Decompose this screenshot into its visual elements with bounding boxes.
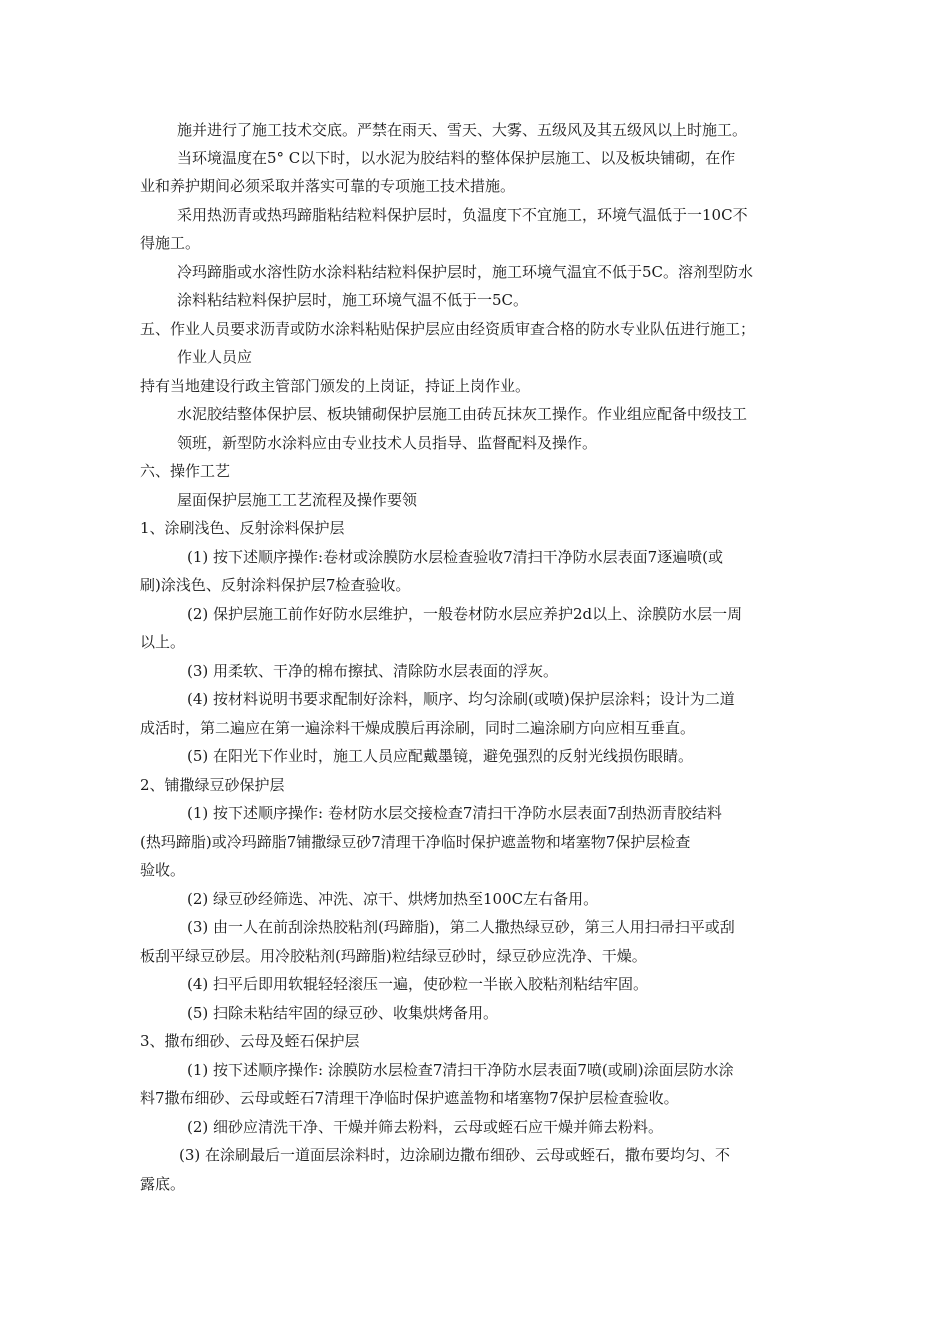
text-line: (1) 按下述顺序操作:卷材或涂膜防水层检查验收7清扫干净防水层表面7逐遍喷(或	[187, 548, 724, 566]
text-line: 施并进行了施工技术交底。严禁在雨天、雪天、大雾、五级风及其五级风以上时施工。	[177, 121, 748, 139]
text-line: (5) 扫除未粘结牢固的绿豆砂、收集烘烤备用。	[187, 1004, 499, 1022]
text-line: 持有当地建设行政主管部门颁发的上岗证，持证上岗作业。	[140, 377, 531, 395]
text-line: 水泥胶结整体保护层、板块铺砌保护层施工由砖瓦抹灰工操作。作业组应配备中级技工	[177, 405, 748, 423]
text-line: 作业人员应	[177, 348, 253, 366]
text-line: (1) 按下述顺序操作: 卷材防水层交接检查7清扫干净防水层表面7刮热沥青胶结料	[187, 804, 722, 822]
text-line: (3) 由一人在前刮涂热胶粘剂(玛蹄脂)，第二人撒热绿豆砂，第三人用扫帚扫平或刮	[187, 918, 735, 936]
subsection-heading: 2、铺撒绿豆砂保护层	[140, 776, 285, 794]
text-line: 成活时，第二遍应在第一遍涂料干燥成膜后再涂刷，同时二遍涂刷方向应相互垂直。	[140, 719, 696, 737]
section-heading: 六、操作工艺	[140, 462, 231, 480]
text-line: (2) 保护层施工前作好防水层维护，一般卷材防水层应养护2d以上、涂膜防水层一周	[187, 605, 743, 623]
text-line: 冷玛蹄脂或水溶性防水涂料粘结粒料保护层时，施工环境气温宜不低于5C。溶剂型防水	[177, 263, 754, 281]
text-line: 屋面保护层施工工艺流程及操作要领	[177, 491, 418, 509]
subsection-heading: 1、涂刷浅色、反射涂料保护层	[140, 519, 345, 537]
text-line: 板刮平绿豆砂层。用冷胶粘剂(玛蹄脂)粒结绿豆砂时，绿豆砂应洗净、干燥。	[140, 947, 647, 965]
text-line: 料7撒布细砂、云母或蛭石7清理干净临时保护遮盖物和堵塞物7保护层检查验收。	[140, 1089, 679, 1107]
section-heading: 五、作业人员要求沥青或防水涂料粘贴保护层应由经资质审查合格的防水专业队伍进行施工；	[140, 320, 756, 338]
text-line: 当环境温度在5° C以下时，以水泥为胶结料的整体保护层施工、以及板块铺砌，在作	[177, 149, 736, 167]
text-line: 验收。	[140, 861, 186, 879]
text-line: (5) 在阳光下作业时，施工人员应配戴墨镜，避免强烈的反射光线损伤眼睛。	[187, 747, 694, 765]
text-line: 露底。	[140, 1175, 186, 1193]
text-line: 涂料粘结粒料保护层时，施工环境气温不低于一5C。	[177, 291, 529, 309]
text-line: 得施工。	[140, 234, 201, 252]
text-line: (2) 细砂应清洗干净、干燥并筛去粉料，云母或蛭石应干燥并筛去粉料。	[187, 1118, 664, 1136]
text-line: (1) 按下述顺序操作: 涂膜防水层检查7清扫干净防水层表面7喷(或刷)涂面层防水涂	[187, 1061, 734, 1079]
text-line: 刷)涂浅色、反射涂料保护层7检查验收。	[140, 576, 411, 594]
text-line: (4) 按材料说明书要求配制好涂料，顺序、均匀涂刷(或喷)保护层涂料；设计为二道	[187, 690, 735, 708]
text-line: 采用热沥青或热玛蹄脂粘结粒料保护层时，负温度下不宜施工，环境气温低于一10C不	[177, 206, 748, 224]
text-line: (3) 用柔软、干净的棉布擦拭、清除防水层表面的浮灰。	[187, 662, 559, 680]
text-line: (热玛蹄脂)或冷玛蹄脂7铺撒绿豆砂7清理干净临时保护遮盖物和堵塞物7保护层检查	[140, 833, 691, 851]
text-line: (3) 在涂刷最后一道面层涂料时，边涂刷边撒布细砂、云母或蛭石，撒布要均匀、不	[179, 1146, 731, 1164]
text-line: (2) 绿豆砂经筛选、冲洗、凉干、烘烤加热至100C左右备用。	[187, 890, 599, 908]
text-line: 业和养护期间必须采取并落实可靠的专项施工技术措施。	[140, 177, 516, 195]
subsection-heading: 3、撒布细砂、云母及蛭石保护层	[140, 1032, 360, 1050]
text-line: (4) 扫平后即用软辊轻轻滚压一遍，使砂粒一半嵌入胶粘剂粘结牢固。	[187, 975, 649, 993]
text-line: 领班，新型防水涂料应由专业技术人员指导、监督配料及操作。	[177, 434, 598, 452]
text-line: 以上。	[140, 633, 186, 651]
